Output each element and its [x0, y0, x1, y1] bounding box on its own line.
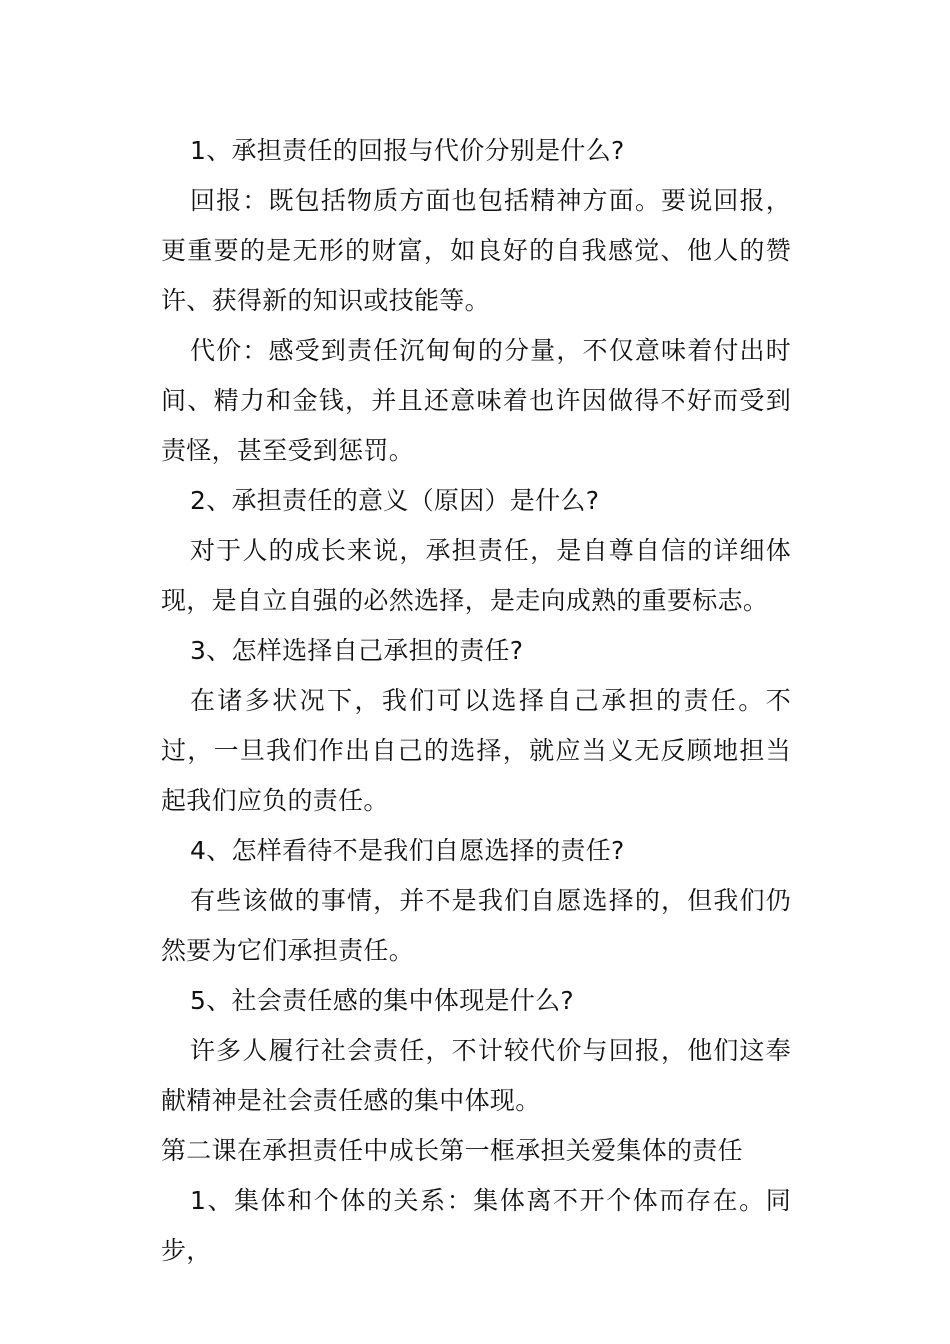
question-heading: 1、集体和个体的关系：集体离不开个体而存在。同步，: [161, 1186, 791, 1265]
answer-paragraph: 在诸多状况下，我们可以选择自己承担的责任。不过，一旦我们作出自己的选择，就应当义无反顾地担当起我们应负的责任。: [161, 686, 791, 815]
lesson-title: 第二课在承担责任中成长第一框承担关爱集体的责任: [161, 1136, 743, 1165]
question-heading: 2、承担责任的意义（原因）是什么?: [190, 486, 600, 515]
answer-paragraph: 对于人的成长来说，承担责任，是自尊自信的详细体现，是自立自强的必然选择，是走向成熟的重要标志。: [161, 536, 791, 615]
answer-paragraph: 许多人履行社会责任，不计较代价与回报，他们这奉献精神是社会责任感的集中体现。: [161, 1036, 791, 1115]
question-heading: 5、社会责任感的集中体现是什么?: [190, 986, 574, 1015]
question-heading: 1、承担责任的回报与代价分别是什么?: [190, 136, 625, 165]
document-body: [161, 126, 791, 1276]
question-heading: 4、怎样看待不是我们自愿选择的责任?: [190, 836, 625, 865]
answer-paragraph: 有些该做的事情，并不是我们自愿选择的，但我们仍然要为它们承担责任。: [161, 886, 791, 965]
question-heading: 3、怎样选择自己承担的责任?: [190, 636, 524, 665]
answer-paragraph: 代价：感受到责任沉甸甸的分量，不仅意味着付出时间、精力和金钱，并且还意味着也许因做得不好而受到责怪，甚至受到惩罚。: [161, 336, 791, 465]
answer-paragraph: 回报：既包括物质方面也包括精神方面。要说回报，更重要的是无形的财富，如良好的自我感觉、他人的赞许、获得新的知识或技能等。: [161, 186, 791, 315]
